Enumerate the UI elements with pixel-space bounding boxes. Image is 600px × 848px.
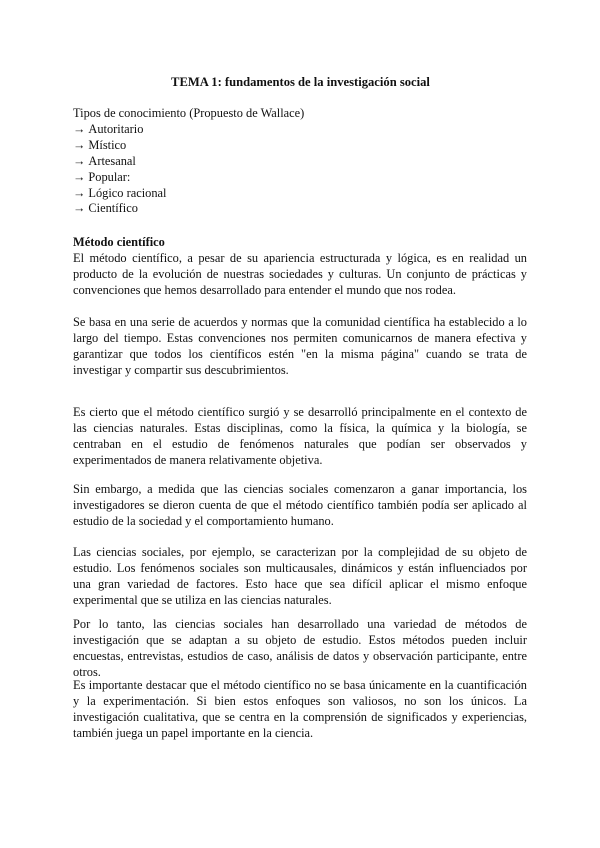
list-item-label: Místico — [88, 137, 127, 152]
list-item — [73, 170, 167, 186]
list-item-label: Popular: — [88, 169, 131, 184]
paragraph: Es cierto que el método científico surgió y se desarrolló principalmente en el contexto de las ciencias naturales. Estas disciplinas, como la física, la química y la biología, se centraban en el estudio de fenómenos naturales que podían ser observados y experimentados de manera relativamente objetiva. — [73, 405, 527, 467]
list-item-label: Autoritario — [88, 122, 144, 136]
list-item — [73, 138, 167, 154]
paragraph: Por lo tanto, las ciencias sociales han desarrollado una variedad de métodos de investigación que se adaptan a su objeto de estudio. Estos métodos pueden incluir encuestas, entrevistas, estudios de caso, análisis de datos y observación participante, entre otros. — [73, 617, 527, 679]
paragraph: Se basa en una serie de acuerdos y normas que la comunidad científica ha establecido a lo largo del tiempo. Estas convenciones nos permiten comunicarnos de manera efectiva y garantizar que todos los científicos estén "en la misma página" cuando se trata de investigar y compartir sus descubrimientos. — [73, 315, 527, 377]
arrow-icon: → — [73, 153, 86, 168]
list-item — [73, 186, 167, 202]
list-item — [73, 122, 167, 138]
arrow-icon: → — [73, 169, 86, 184]
arrow-icon: → — [73, 122, 86, 136]
paragraph: Las ciencias sociales, por ejemplo, se caracterizan por la complejidad de su objeto de estudio. Los fenómenos sociales son multicausales, dinámicos y están influenciados por una gran variedad de factores. Esto hace que sea difícil aplicar el mismo enfoque experimental que se utiliza en las ciencias naturales. — [73, 545, 527, 607]
arrow-icon: → — [73, 137, 86, 152]
arrow-icon: → — [73, 185, 86, 200]
list-item-label: Lógico racional — [88, 185, 167, 200]
types-heading: Tipos de conocimiento (Propuesto de Wallace) — [73, 106, 305, 120]
list-item-label: Científico — [88, 201, 138, 216]
paragraph: Es importante destacar que el método científico no se basa únicamente en la cuantificación y la experimentación. Si bien estos enfoques son valiosos, no son los únicos. La investigación cualitativa, que se centra en la comprensión de significados y experiencias, también juega un papel importante en la ciencia. — [73, 678, 527, 740]
paragraph: El método científico, a pesar de su apariencia estructurada y lógica, es en realidad un producto de la evolución de nuestras sociedades y culturas. Un conjunto de prácticas y convenciones que hemos desarrollado para entender el mundo que nos rodea. — [73, 251, 527, 297]
knowledge-types-list — [73, 122, 167, 217]
arrow-icon: → — [73, 201, 86, 216]
list-item — [73, 201, 167, 217]
paragraph: Sin embargo, a medida que las ciencias sociales comenzaron a ganar importancia, los investigadores se dieron cuenta de que el método científico también podía ser aplicado al estudio de la sociedad y el comportamiento humano. — [73, 482, 527, 528]
list-item — [73, 154, 167, 170]
document-title: TEMA 1: fundamentos de la investigación social — [171, 75, 430, 89]
section-heading: Método científico — [73, 235, 165, 249]
list-item-label: Artesanal — [88, 153, 136, 168]
